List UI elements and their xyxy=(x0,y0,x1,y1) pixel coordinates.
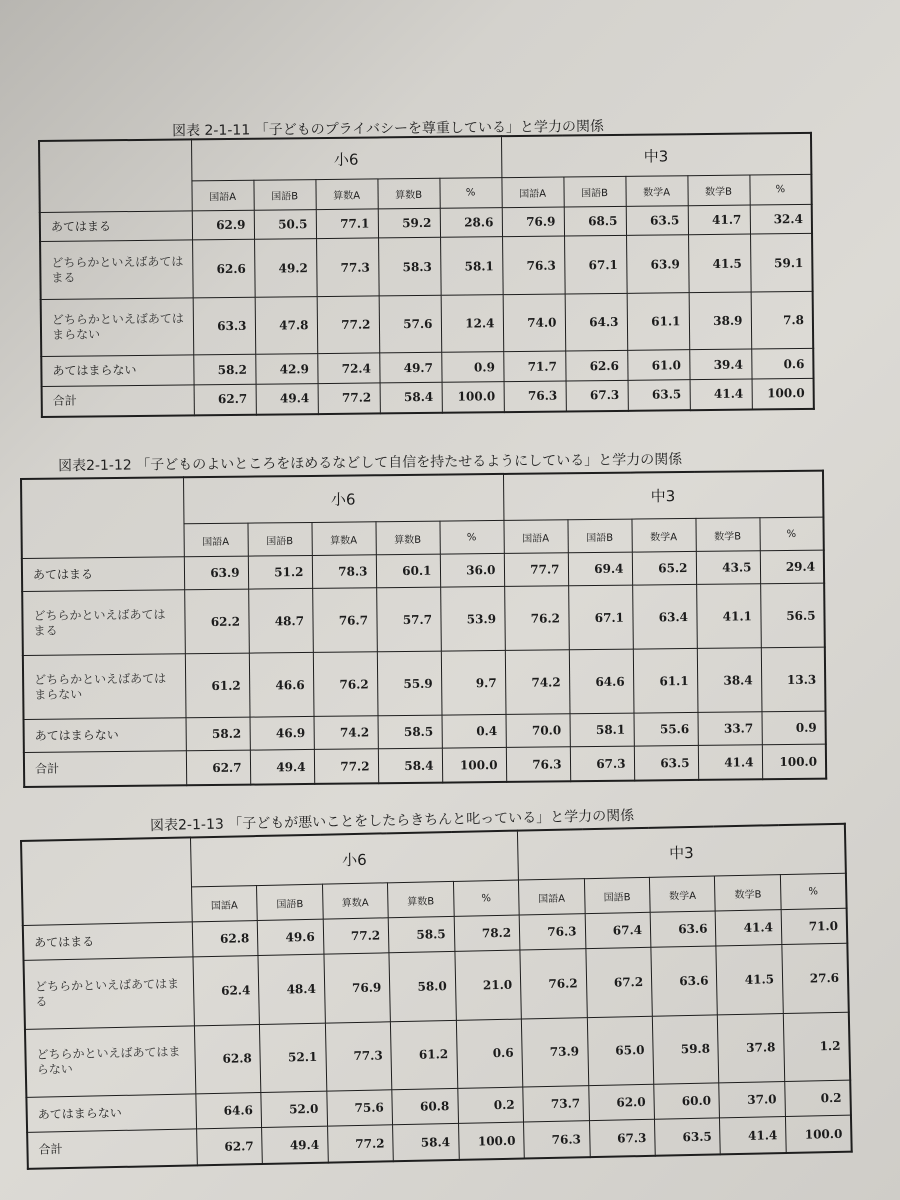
value-cell: 38.9 xyxy=(689,292,752,350)
value-cell: 77.2 xyxy=(314,749,378,784)
value-cell: 50.5 xyxy=(254,209,316,239)
value-cell: 77.2 xyxy=(323,918,389,955)
value-cell: 43.5 xyxy=(696,551,760,585)
value-cell: 0.4 xyxy=(442,715,506,749)
column-header: 算数B xyxy=(388,881,454,918)
value-cell: 78.2 xyxy=(454,915,520,952)
value-cell: 63.9 xyxy=(626,235,689,293)
value-cell: 74.0 xyxy=(503,294,566,352)
value-cell: 67.2 xyxy=(585,948,652,1018)
value-cell: 0.6 xyxy=(456,1019,523,1089)
value-cell: 0.6 xyxy=(751,349,813,379)
value-cell: 51.2 xyxy=(248,556,312,590)
row-label: あてはまる xyxy=(23,922,193,961)
value-cell: 0.9 xyxy=(441,352,503,382)
value-cell: 63.5 xyxy=(634,746,698,781)
value-cell: 58.4 xyxy=(380,382,442,413)
column-header: 国語A xyxy=(503,520,567,554)
value-cell: 63.6 xyxy=(651,946,718,1016)
value-cell: 67.3 xyxy=(589,1119,655,1157)
value-cell: 74.2 xyxy=(505,650,570,715)
value-cell: 63.3 xyxy=(193,297,256,355)
value-cell: 53.9 xyxy=(440,587,505,652)
value-cell: 37.0 xyxy=(719,1081,785,1118)
value-cell: 73.9 xyxy=(521,1017,588,1087)
column-header: 国語A xyxy=(191,886,257,923)
column-header: 国語A xyxy=(191,180,253,210)
value-cell: 29.4 xyxy=(760,550,824,584)
value-cell: 76.3 xyxy=(524,1121,590,1159)
value-cell: 58.4 xyxy=(393,1124,459,1162)
value-cell: 65.2 xyxy=(632,551,696,585)
value-cell: 63.5 xyxy=(628,380,690,411)
column-header: 算数B xyxy=(375,521,439,555)
column-header: 算数A xyxy=(322,883,388,920)
value-cell: 0.9 xyxy=(761,711,825,745)
value-cell: 42.9 xyxy=(255,354,317,384)
column-header: 国語B xyxy=(253,180,315,210)
value-cell: 37.8 xyxy=(718,1013,785,1083)
value-cell: 100.0 xyxy=(442,748,506,783)
value-cell: 64.6 xyxy=(569,649,634,714)
value-cell: 62.8 xyxy=(192,921,258,958)
value-cell: 62.7 xyxy=(194,384,256,415)
value-cell: 49.7 xyxy=(379,353,441,383)
value-cell: 76.2 xyxy=(313,652,378,717)
column-header: 国語B xyxy=(563,177,625,207)
value-cell: 76.2 xyxy=(504,586,569,651)
value-cell: 41.4 xyxy=(720,1117,786,1155)
value-cell: 76.7 xyxy=(312,588,377,653)
column-header: 数学A xyxy=(649,876,715,913)
value-cell: 58.1 xyxy=(440,237,503,295)
table-row xyxy=(23,647,826,719)
value-cell: 9.7 xyxy=(441,651,506,716)
value-cell: 78.3 xyxy=(312,555,376,589)
value-cell: 77.2 xyxy=(327,1125,393,1163)
value-cell: 62.8 xyxy=(194,1024,261,1094)
value-cell: 71.0 xyxy=(781,908,847,945)
value-cell: 76.3 xyxy=(502,236,565,294)
value-cell: 49.6 xyxy=(257,919,323,956)
value-cell: 73.7 xyxy=(523,1086,589,1123)
group-header: 小6 xyxy=(191,136,501,181)
value-cell: 1.2 xyxy=(783,1012,850,1082)
row-label: どちらかといえばあてはまる xyxy=(22,590,185,656)
value-cell: 52.0 xyxy=(261,1091,327,1128)
value-cell: 77.7 xyxy=(504,553,568,587)
value-cell: 61.2 xyxy=(391,1020,458,1090)
row-label: あてはまらない xyxy=(26,1094,196,1133)
value-cell: 67.3 xyxy=(570,746,634,781)
row-label: どちらかといえばあてはまらない xyxy=(23,654,186,720)
value-cell: 61.1 xyxy=(633,649,698,714)
value-cell: 77.1 xyxy=(316,209,378,239)
value-cell: 32.4 xyxy=(750,204,812,234)
value-cell: 49.4 xyxy=(256,383,318,414)
data-table xyxy=(38,132,815,418)
value-cell: 57.6 xyxy=(379,295,442,353)
group-header: 中3 xyxy=(517,824,845,880)
column-header: % xyxy=(749,175,811,205)
value-cell: 70.0 xyxy=(506,714,570,748)
data-table xyxy=(20,470,827,788)
value-cell: 33.7 xyxy=(697,712,761,746)
column-header: 国語A xyxy=(501,177,563,207)
value-cell: 58.1 xyxy=(570,713,634,747)
value-cell: 58.2 xyxy=(193,355,255,385)
value-cell: 77.3 xyxy=(325,1021,392,1091)
value-cell: 55.9 xyxy=(377,651,442,716)
group-header: 中3 xyxy=(503,471,824,521)
group-header: 小6 xyxy=(190,831,518,887)
value-cell: 49.2 xyxy=(254,239,317,297)
value-cell: 76.3 xyxy=(519,914,585,951)
column-header: 数学B xyxy=(715,875,781,912)
data-table xyxy=(20,823,853,1170)
value-cell: 76.9 xyxy=(324,953,391,1023)
value-cell: 27.6 xyxy=(782,944,849,1014)
value-cell: 41.5 xyxy=(716,945,783,1015)
value-cell: 67.3 xyxy=(566,380,628,411)
value-cell: 60.0 xyxy=(654,1083,720,1120)
value-cell: 58.2 xyxy=(186,717,250,751)
group-header: 小6 xyxy=(183,474,503,524)
row-label: あてはまる xyxy=(22,557,184,592)
column-header: 数学A xyxy=(631,518,695,552)
table-caption: 図表2-1-12 「子どものよいところをほめるなどして自信を持たせるようにしている」と学力の関係 xyxy=(57,451,683,475)
column-header: % xyxy=(439,520,503,554)
value-cell: 49.4 xyxy=(262,1126,328,1164)
value-cell: 0.2 xyxy=(785,1080,851,1117)
value-cell: 62.2 xyxy=(184,589,249,654)
column-header: 数学B xyxy=(695,518,759,552)
column-header: 国語B xyxy=(567,519,631,553)
value-cell: 63.5 xyxy=(626,205,688,235)
value-cell: 52.1 xyxy=(260,1023,327,1093)
value-cell: 62.6 xyxy=(565,351,627,381)
table-caption: 図表 2-1-11 「子どものプライバシーを尊重している」と学力の関係 xyxy=(171,118,605,140)
value-cell: 60.1 xyxy=(376,554,440,588)
value-cell: 64.3 xyxy=(565,293,628,351)
value-cell: 58.5 xyxy=(378,715,442,749)
value-cell: 7.8 xyxy=(751,291,814,349)
corner-cell xyxy=(39,139,192,212)
value-cell: 62.6 xyxy=(192,240,255,298)
value-cell: 12.4 xyxy=(441,294,504,352)
row-label: あてはまらない xyxy=(24,718,186,753)
value-cell: 77.2 xyxy=(317,296,380,354)
value-cell: 13.3 xyxy=(761,647,826,712)
group-header: 中3 xyxy=(501,133,811,178)
value-cell: 65.0 xyxy=(587,1016,654,1086)
value-cell: 56.5 xyxy=(760,583,825,648)
value-cell: 68.5 xyxy=(564,206,626,236)
value-cell: 62.9 xyxy=(192,210,254,240)
value-cell: 41.4 xyxy=(716,910,782,947)
row-label: 合計 xyxy=(27,1129,197,1169)
column-header: 国語A xyxy=(183,523,247,557)
value-cell: 41.4 xyxy=(698,745,762,780)
value-cell: 41.4 xyxy=(690,379,752,410)
column-header: 国語A xyxy=(519,879,585,916)
value-cell: 62.7 xyxy=(196,1128,262,1166)
value-cell: 61.2 xyxy=(185,653,250,718)
value-cell: 62.0 xyxy=(588,1084,654,1121)
value-cell: 41.5 xyxy=(688,234,751,292)
column-header: % xyxy=(453,880,519,917)
group-header-row xyxy=(21,471,823,526)
row-label: どちらかといえばあてはまる xyxy=(40,240,193,299)
column-header: 数学B xyxy=(687,175,749,205)
value-cell: 100.0 xyxy=(785,1115,851,1153)
value-cell: 41.7 xyxy=(688,205,750,235)
value-cell: 0.2 xyxy=(457,1087,523,1124)
value-cell: 67.1 xyxy=(564,236,627,294)
value-cell: 58.0 xyxy=(389,952,456,1022)
value-cell: 62.7 xyxy=(186,750,250,785)
value-cell: 100.0 xyxy=(762,744,826,779)
column-header: 算数A xyxy=(311,522,375,556)
column-header: % xyxy=(780,873,846,910)
value-cell: 76.9 xyxy=(502,207,564,237)
column-header: 国語B xyxy=(257,884,323,921)
value-cell: 46.6 xyxy=(249,653,314,718)
column-header: 数学A xyxy=(625,176,687,206)
value-cell: 100.0 xyxy=(442,382,504,413)
value-cell: 76.3 xyxy=(504,381,566,412)
value-cell: 36.0 xyxy=(440,554,504,588)
value-cell: 69.4 xyxy=(568,552,632,586)
column-header: 国語B xyxy=(247,522,311,556)
value-cell: 76.3 xyxy=(506,747,570,782)
value-cell: 59.2 xyxy=(378,208,440,238)
value-cell: 58.4 xyxy=(378,748,442,783)
value-cell: 47.8 xyxy=(255,296,318,354)
value-cell: 63.4 xyxy=(632,585,697,650)
column-header: % xyxy=(439,178,501,208)
row-label: 合計 xyxy=(24,751,186,787)
value-cell: 74.2 xyxy=(314,716,378,750)
table-row xyxy=(24,744,826,787)
value-cell: 67.1 xyxy=(568,585,633,650)
table-caption: 図表2-1-13 「子どもが悪いことをしたらきちんと叱っている」と学力の関係 xyxy=(149,807,635,835)
value-cell: 38.4 xyxy=(697,648,762,713)
corner-cell xyxy=(21,837,192,925)
value-cell: 58.3 xyxy=(378,238,441,296)
value-cell: 59.1 xyxy=(750,234,813,292)
value-cell: 64.6 xyxy=(196,1092,262,1129)
column-header: % xyxy=(759,517,823,551)
value-cell: 61.1 xyxy=(627,293,690,351)
row-label: あてはまる xyxy=(40,211,192,242)
value-cell: 76.2 xyxy=(520,949,587,1019)
value-cell: 46.9 xyxy=(250,717,314,751)
value-cell: 72.4 xyxy=(317,353,379,383)
column-header: 国語B xyxy=(584,877,650,914)
value-cell: 63.5 xyxy=(654,1118,720,1156)
value-cell: 55.6 xyxy=(633,713,697,747)
value-cell: 71.7 xyxy=(503,351,565,381)
value-cell: 60.8 xyxy=(392,1088,458,1125)
column-header: 算数B xyxy=(377,178,439,208)
table-row xyxy=(22,583,825,655)
value-cell: 61.0 xyxy=(627,350,689,380)
column-header: 算数A xyxy=(315,179,377,209)
value-cell: 58.5 xyxy=(388,917,454,954)
value-cell: 59.8 xyxy=(652,1015,719,1085)
value-cell: 39.4 xyxy=(689,349,751,379)
value-cell: 100.0 xyxy=(458,1122,524,1160)
row-label: どちらかといえばあてはまる xyxy=(24,957,195,1029)
value-cell: 75.6 xyxy=(326,1090,392,1127)
value-cell: 21.0 xyxy=(455,951,522,1021)
value-cell: 48.7 xyxy=(248,589,313,654)
value-cell: 49.4 xyxy=(250,750,314,785)
table-row xyxy=(40,234,813,300)
corner-cell xyxy=(21,477,184,558)
value-cell: 77.2 xyxy=(318,383,380,414)
value-cell: 63.6 xyxy=(650,911,716,948)
row-label: どちらかといえばあてはまらない xyxy=(41,298,194,357)
value-cell: 41.1 xyxy=(696,584,761,649)
value-cell: 48.4 xyxy=(258,955,325,1025)
value-cell: 28.6 xyxy=(440,207,502,237)
row-label: あてはまらない xyxy=(41,355,193,386)
value-cell: 67.4 xyxy=(585,913,651,950)
table-row xyxy=(41,291,814,357)
value-cell: 63.9 xyxy=(184,556,248,590)
row-label: 合計 xyxy=(42,385,194,417)
value-cell: 77.3 xyxy=(316,238,379,296)
value-cell: 100.0 xyxy=(752,378,814,409)
value-cell: 57.7 xyxy=(376,587,441,652)
row-label: どちらかといえばあてはまらない xyxy=(25,1026,196,1098)
value-cell: 62.4 xyxy=(193,956,260,1026)
